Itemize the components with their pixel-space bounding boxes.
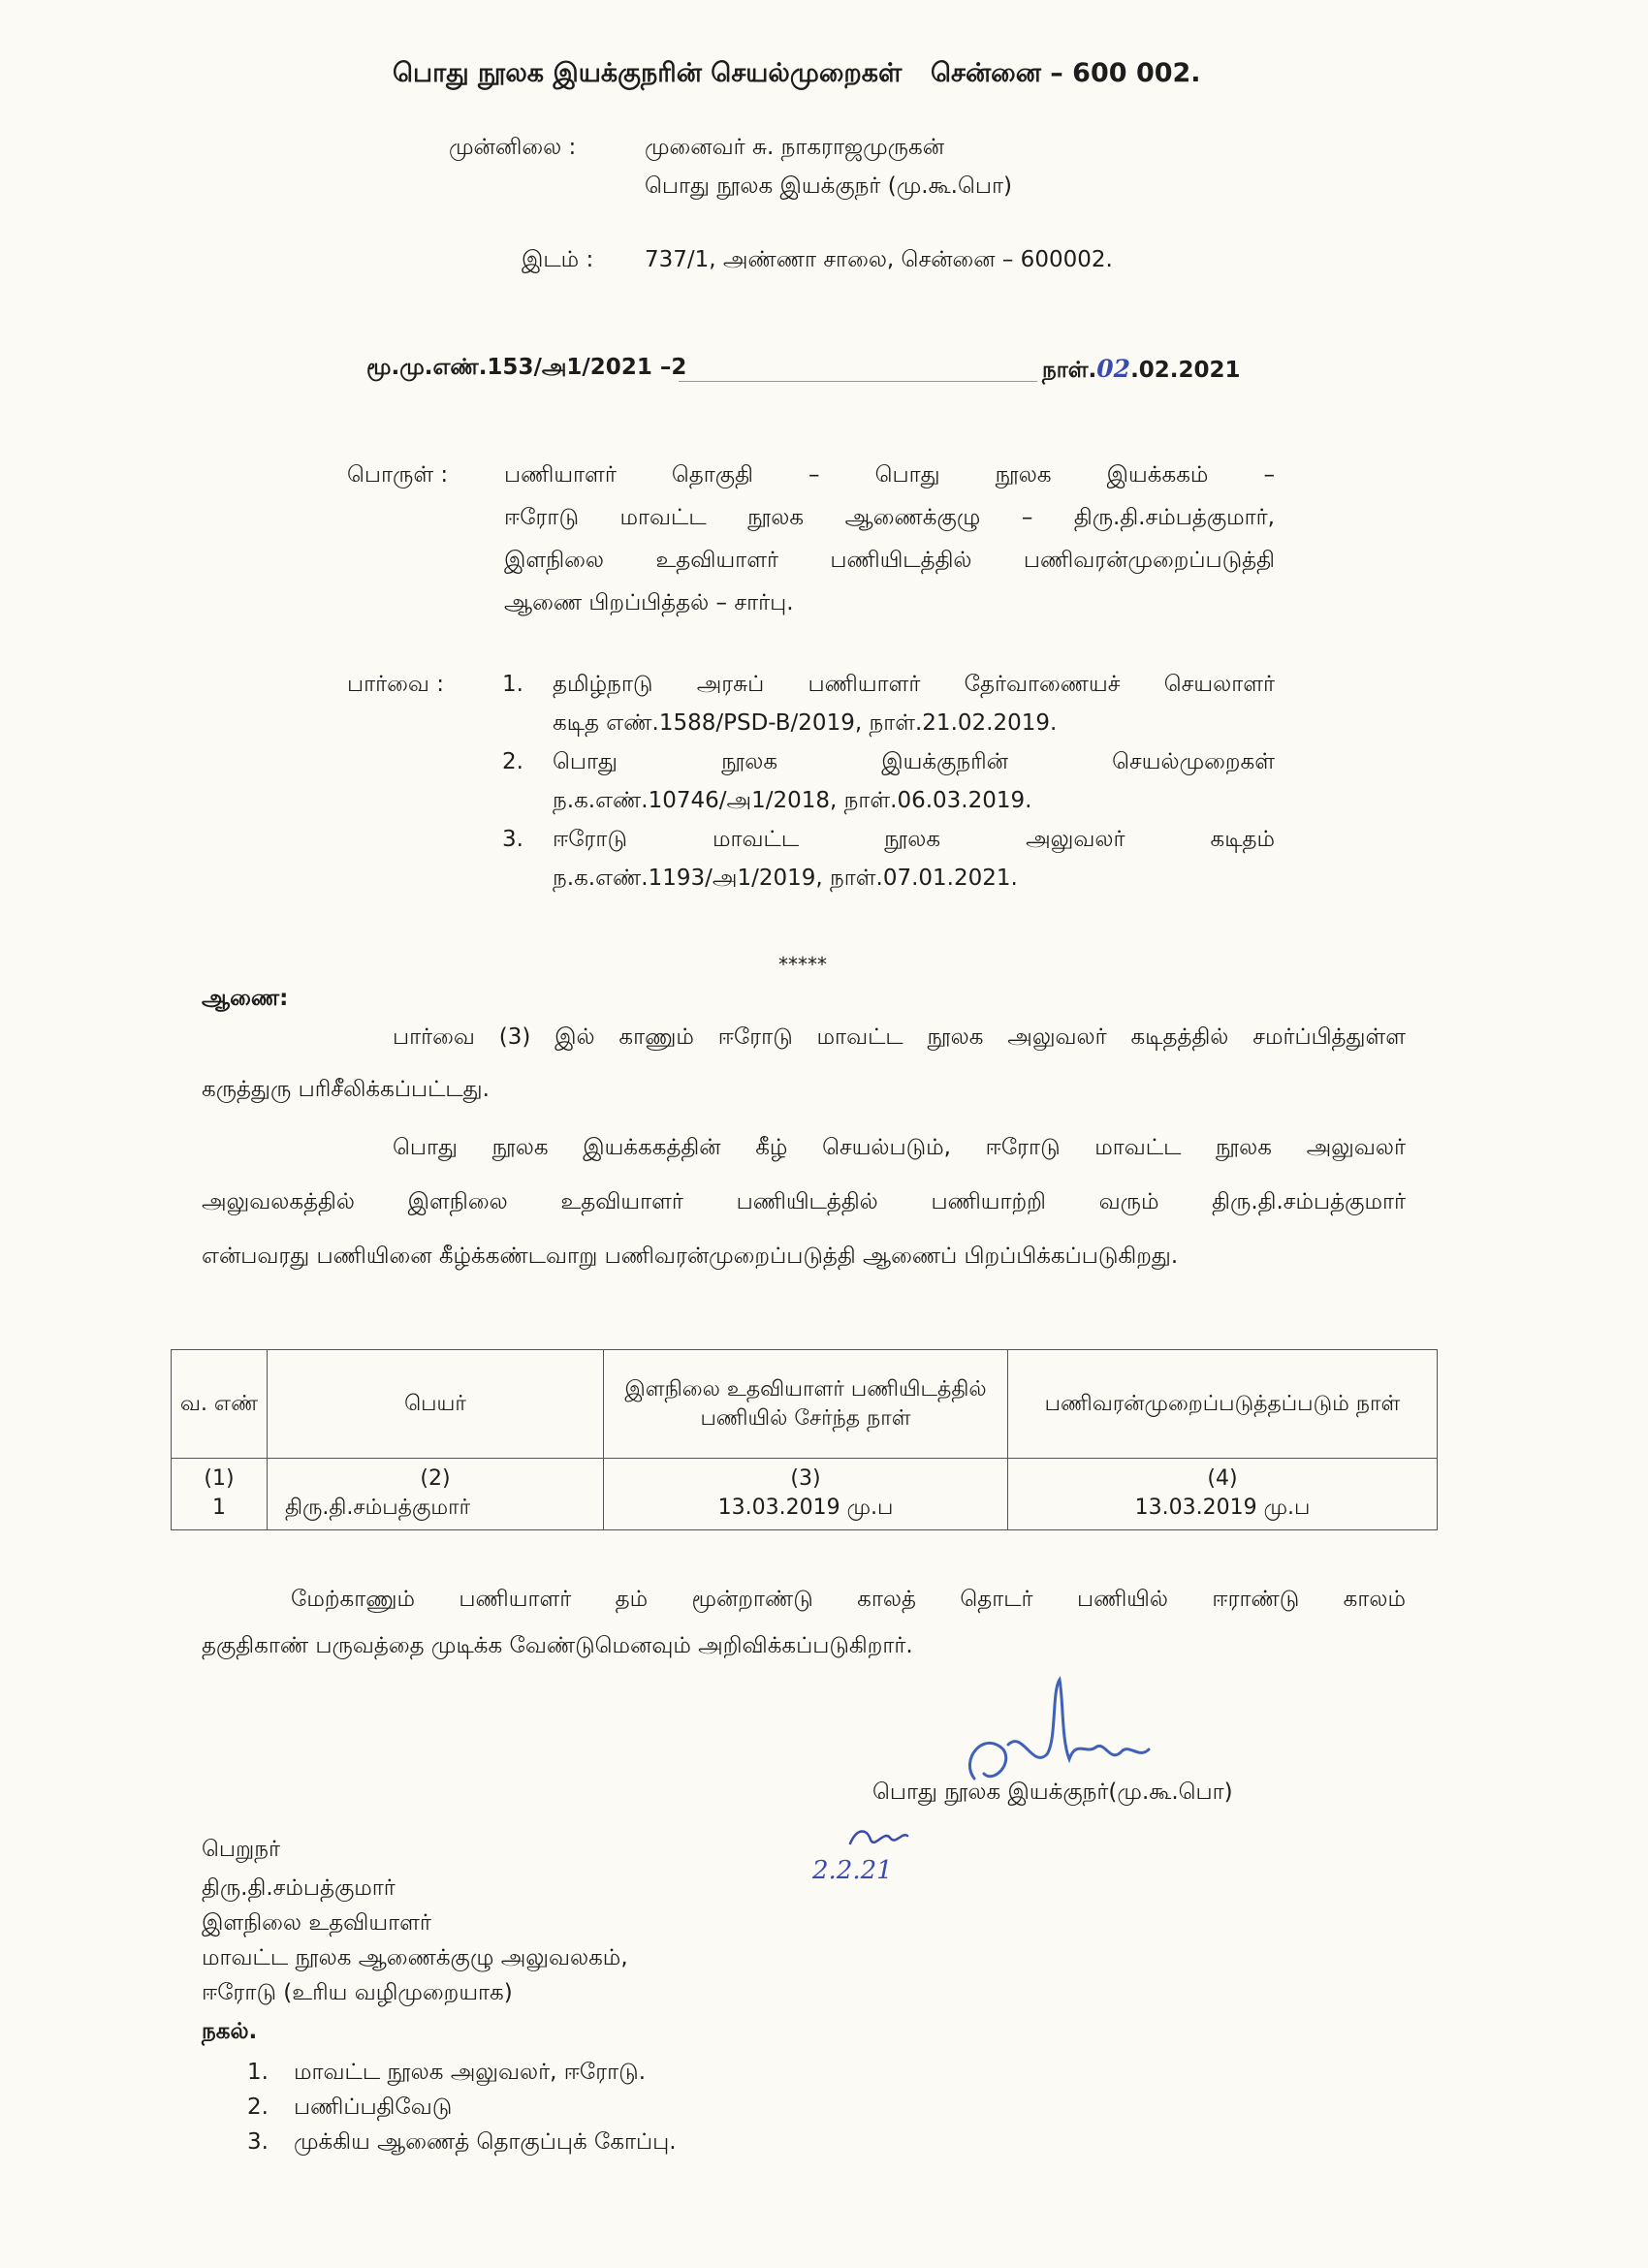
table-col-number: (2) bbox=[268, 1459, 604, 1494]
table-header-sno: வ. எண் bbox=[172, 1350, 268, 1459]
copy-item-3-text: முக்கிய ஆணைத் தொகுப்புக் கோப்பு. bbox=[294, 2129, 677, 2155]
recipient-line-3: மாவட்ட நூலக ஆணைக்குழு அலுவலகம், bbox=[202, 1945, 628, 1970]
date-prefix: நாள். bbox=[1042, 358, 1097, 383]
closing-line-2: தகுதிகாண் பருவத்தை முடிக்க வேண்டுமெனவும் அறிவிக்கப்படுகிறார். bbox=[202, 1633, 913, 1658]
presence-designation: பொது நூலக இயக்குநர் (மு.கூ.பொ) bbox=[645, 173, 1012, 199]
copy-item-3-num: 3. bbox=[247, 2129, 269, 2155]
reference-item-3-line1: ஈரோடு மாவட்ட நூலக அலுவலர் கடிதம் bbox=[553, 827, 1275, 852]
closing-line-1: மேற்காணும் பணியாளர் தம் மூன்றாண்டு காலத் தொடர் பணியில் ஈராண்டு காலம் bbox=[291, 1587, 1406, 1612]
section-separator: ***** bbox=[778, 953, 827, 976]
order-heading: ஆணை: bbox=[202, 986, 289, 1011]
recipient-line-2: இளநிலை உதவியாளர் bbox=[202, 1910, 431, 1936]
subject-line-3: இளநிலை உதவியாளர் பணியிடத்தில் பணிவரன்முறைப்படுத்தி bbox=[504, 548, 1275, 573]
order-para1-line2: கருத்துரு பரிசீலிக்கப்பட்டது. bbox=[202, 1077, 490, 1102]
presence-name: முனைவர் சு. நாகராஜமுருகன் bbox=[645, 135, 945, 160]
date-suffix: .02.2021 bbox=[1130, 358, 1241, 383]
table-cell-joined: 13.03.2019 மு.ப bbox=[604, 1494, 1008, 1530]
copy-item-2-text: பணிப்பதிவேடு bbox=[294, 2095, 453, 2120]
subject-line-4: ஆணை பிறப்பித்தல் – சார்பு. bbox=[504, 590, 794, 615]
table-cell-sno: 1 bbox=[172, 1494, 268, 1530]
copy-item-1-text: மாவட்ட நூலக அலுவலர், ஈரோடு. bbox=[294, 2060, 647, 2085]
document-city: சென்னை – 600 002. bbox=[931, 58, 1201, 88]
table-header-row bbox=[172, 1350, 1438, 1459]
reference-item-1-line1: தமிழ்நாடு அரசுப் பணியாளர் தேர்வாணையச் செயலாளர் bbox=[553, 672, 1275, 697]
initials-scribble bbox=[845, 1822, 913, 1853]
date-handwritten: 02 bbox=[1096, 355, 1131, 383]
regularisation-table bbox=[171, 1349, 1438, 1530]
table-header-joined: இளநிலை உதவியாளர் பணியிடத்தில் பணியில் சேர்ந்த நாள் bbox=[604, 1350, 1008, 1459]
subject-label: பொருள் : bbox=[347, 462, 449, 488]
reference-item-2-num: 2. bbox=[502, 749, 523, 774]
place-value: 737/1, அண்ணா சாலை, சென்னை – 600002. bbox=[645, 247, 1113, 272]
recipient-label: பெறுநர் bbox=[202, 1837, 281, 1862]
place-label: இடம் : bbox=[522, 247, 594, 272]
initials-date: 2.2.21 bbox=[812, 1856, 893, 1885]
table-col-number: (4) bbox=[1008, 1459, 1438, 1494]
table-cell-regularised: 13.03.2019 மு.ப bbox=[1008, 1494, 1438, 1530]
copy-item-1-num: 1. bbox=[247, 2060, 269, 2085]
table-header-name: பெயர் bbox=[268, 1350, 604, 1459]
reference-item-2-line1: பொது நூலக இயக்குநரின் செயல்முறைகள் bbox=[553, 749, 1275, 774]
signatory-designation: பொது நூலக இயக்குநர்(மு.கூ.பொ) bbox=[872, 1780, 1233, 1805]
table-col-number: (1) bbox=[172, 1459, 268, 1494]
reference-item-1-line2: கடித எண்.1588/PSD-B/2019, நாள்.21.02.2019. bbox=[553, 710, 1058, 736]
copy-item-2-num: 2. bbox=[247, 2095, 269, 2120]
subject-line-2: ஈரோடு மாவட்ட நூலக ஆணைக்குழு – திரு.தி.சம்பத்குமார், bbox=[504, 505, 1275, 530]
order-para1-line1: பார்வை (3) இல் காணும் ஈரோடு மாவட்ட நூலக அலுவலர் கடிதத்தில் சமர்ப்பித்துள்ள bbox=[393, 1024, 1406, 1050]
document-title: பொது நூலக இயக்குநரின் செயல்முறைகள் bbox=[393, 58, 903, 88]
reference-item-3-line2: ந.க.எண்.1193/அ1/2019, நாள்.07.01.2021. bbox=[553, 866, 1018, 891]
recipient-line-1: திரு.தி.சம்பத்குமார் bbox=[202, 1875, 396, 1901]
subject-line-1: பணியாளர் தொகுதி – பொது நூலக இயக்ககம் – bbox=[504, 462, 1275, 488]
order-para2-line2: அலுவலகத்தில் இளநிலை உதவியாளர் பணியிடத்தில் பணியாற்றி வரும் திரு.தி.சம்பத்குமார் bbox=[202, 1189, 1406, 1214]
table-col-number: (3) bbox=[604, 1459, 1008, 1494]
reference-item-2-line2: ந.க.எண்.10746/அ1/2018, நாள்.06.03.2019. bbox=[553, 788, 1032, 813]
reference-number: மூ.மு.எண்.153/அ1/2021 –2 bbox=[366, 355, 687, 380]
order-para2-line1: பொது நூலக இயக்ககத்தின் கீழ் செயல்படும், ஈரோடு மாவட்ட நூலக அலுவலர் bbox=[393, 1135, 1406, 1160]
order-para2-line3: என்பவரது பணியினை கீழ்க்கண்டவாறு பணிவரன்முறைப்படுத்தி ஆணைப் பிறப்பிக்கப்படுகிறது. bbox=[202, 1244, 1179, 1269]
table-row bbox=[172, 1494, 1438, 1530]
table-header-regularised: பணிவரன்முறைப்படுத்தப்படும் நாள் bbox=[1008, 1350, 1438, 1459]
table-column-number-row bbox=[172, 1459, 1438, 1494]
presence-label: முன்னிலை : bbox=[449, 135, 577, 160]
references-label: பார்வை : bbox=[347, 672, 444, 697]
reference-item-3-num: 3. bbox=[502, 827, 523, 852]
table-cell-name: திரு.தி.சம்பத்குமார் bbox=[268, 1494, 604, 1530]
reference-item-1-num: 1. bbox=[502, 672, 523, 697]
reference-rule bbox=[679, 381, 1037, 382]
recipient-line-4: ஈரோடு (உரிய வழிமுறையாக) bbox=[202, 1980, 513, 2005]
copy-label: நகல். bbox=[202, 2019, 258, 2044]
reference-date bbox=[1042, 354, 1241, 386]
